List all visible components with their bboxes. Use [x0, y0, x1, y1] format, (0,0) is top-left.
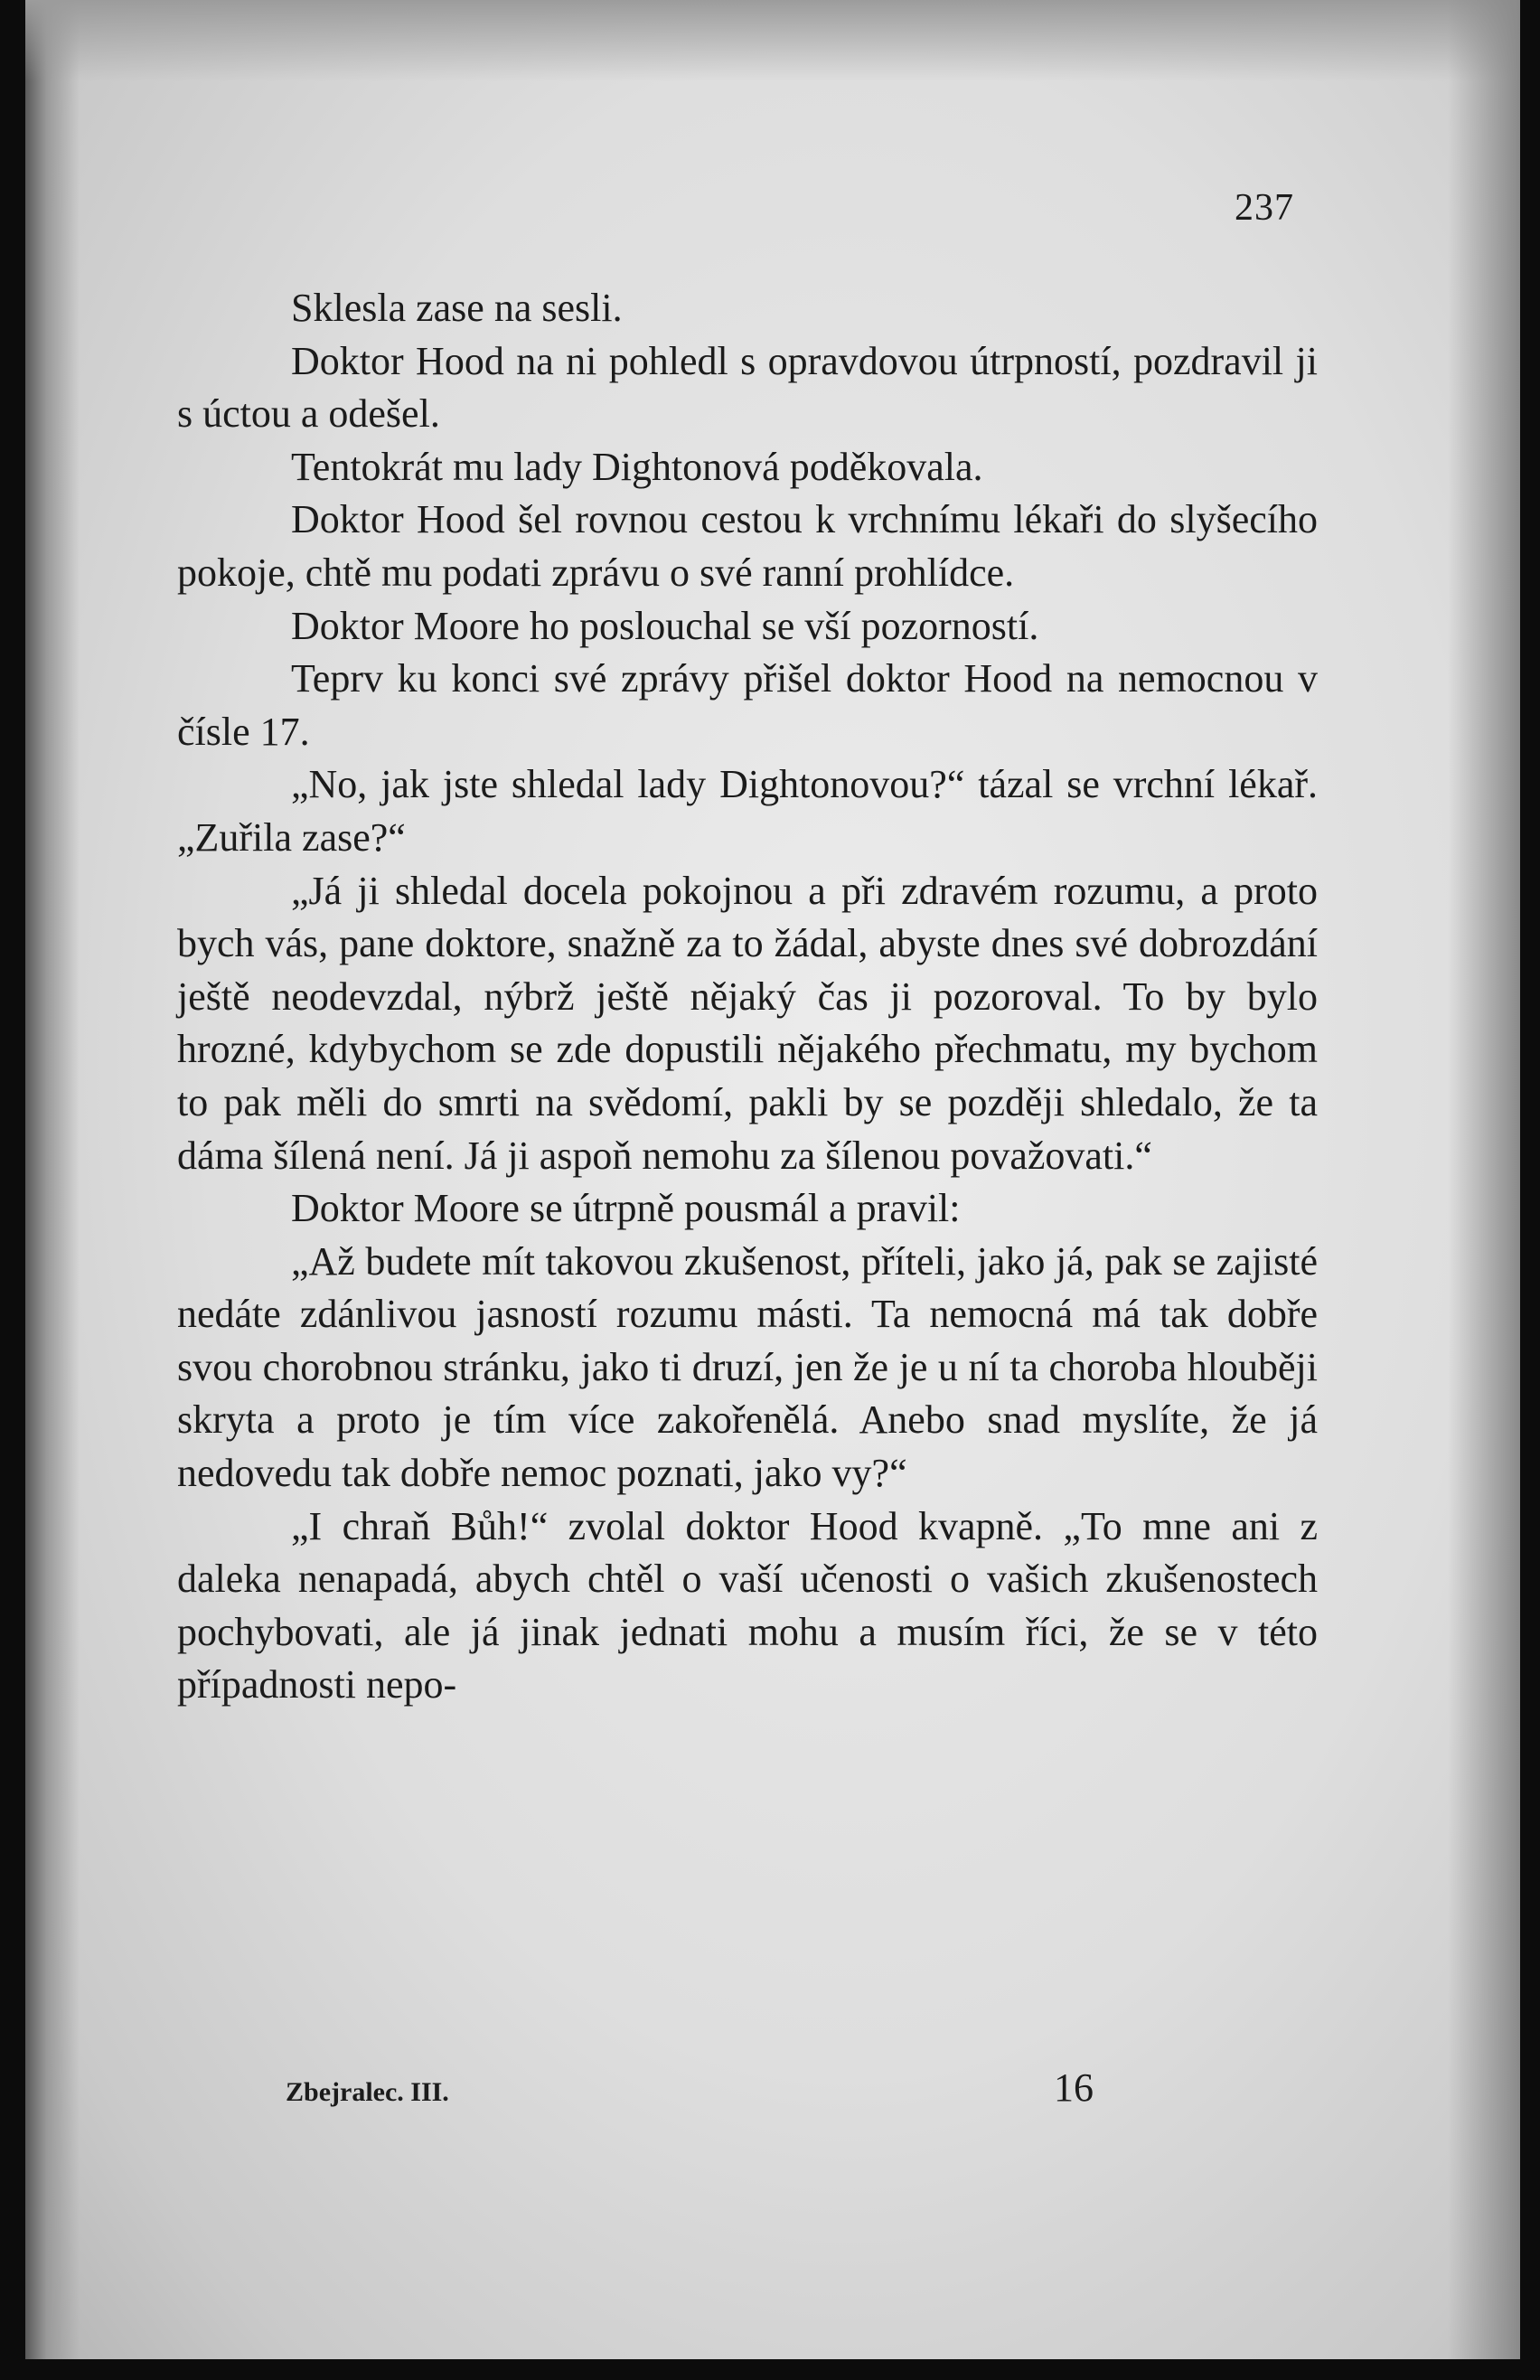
paragraph: Doktor Hood na ni pohledl s opravdovou útrpností, pozdravil ji s úctou a odešel.: [177, 338, 1318, 437]
paragraph: Teprv ku konci své zprávy přišel doktor Hood na nemocnou v čísle 17.: [177, 656, 1318, 754]
paragraph: „I chraň Bůh!“ zvolal doktor Hood kvapně. „To mne ani z daleka nenapadá, abych chtěl o vaší učenosti o vašich zkušenostech pochybovati, ale já jinak jednati mohu a musím říci, že se v této případnosti nepo-: [177, 1503, 1318, 1707]
paragraph: Doktor Moore se útrpně pousmál a pravil:: [291, 1186, 961, 1231]
page-shadow-left: [25, 0, 80, 2359]
paragraph: Sklesla zase na sesli.: [291, 286, 623, 330]
paragraph: Doktor Moore ho poslouchal se vší pozorností.: [291, 603, 1039, 648]
paragraph: Doktor Hood šel rovnou cestou k vrchnímu lékaři do slyšecího pokoje, chtě mu podati zprávu o své ranní prohlídce.: [177, 497, 1318, 595]
paragraph: „No, jak jste shledal lady Dightonovou?“ tázal se vrchní lékař. „Zuřila zase?“: [177, 762, 1318, 860]
page-shadow-top: [25, 0, 1520, 81]
page-shadow-right: [1448, 0, 1520, 2359]
printer-signature: Zbejralec. III.: [286, 2077, 449, 2107]
body-text: [177, 282, 1318, 1712]
paragraph: Tentokrát mu lady Dightonová poděkovala.: [291, 444, 983, 489]
page-number: 237: [1235, 187, 1294, 229]
paragraph: „Já ji shledal docela pokojnou a při zdravém rozumu, a proto bych vás, pane doktore, snažně za to žádal, abyste dnes své dobrozdání ještě neodevzdal, nýbrž ještě nějaký čas ji pozoroval. To by bylo hrozné, kdybychom se zde dopustili nějakého přechmatu, my bychom to pak měli do smrti na svědomí, pakli by se později shledalo, že ta dáma šílená není. Já ji aspoň nemohu za šílenou považovati.“: [177, 868, 1318, 1178]
sheet-number: 16: [1054, 2065, 1094, 2110]
paragraph: „Až budete mít takovou zkušenost, příteli, jako já, pak se zajisté nedáte zdánlivou jasností rozumu másti. Ta nemocná má tak dobře svou chorobnou stránku, jako ti druzí, jen že je u ní ta choroba hlouběji skryta a proto je tím více zakořenělá. Anebo snad myslíte, že já nedovedu tak dobře nemoc poznati, jako vy?“: [177, 1238, 1318, 1496]
page-footer: [286, 2065, 1099, 2119]
book-page: [25, 0, 1520, 2359]
